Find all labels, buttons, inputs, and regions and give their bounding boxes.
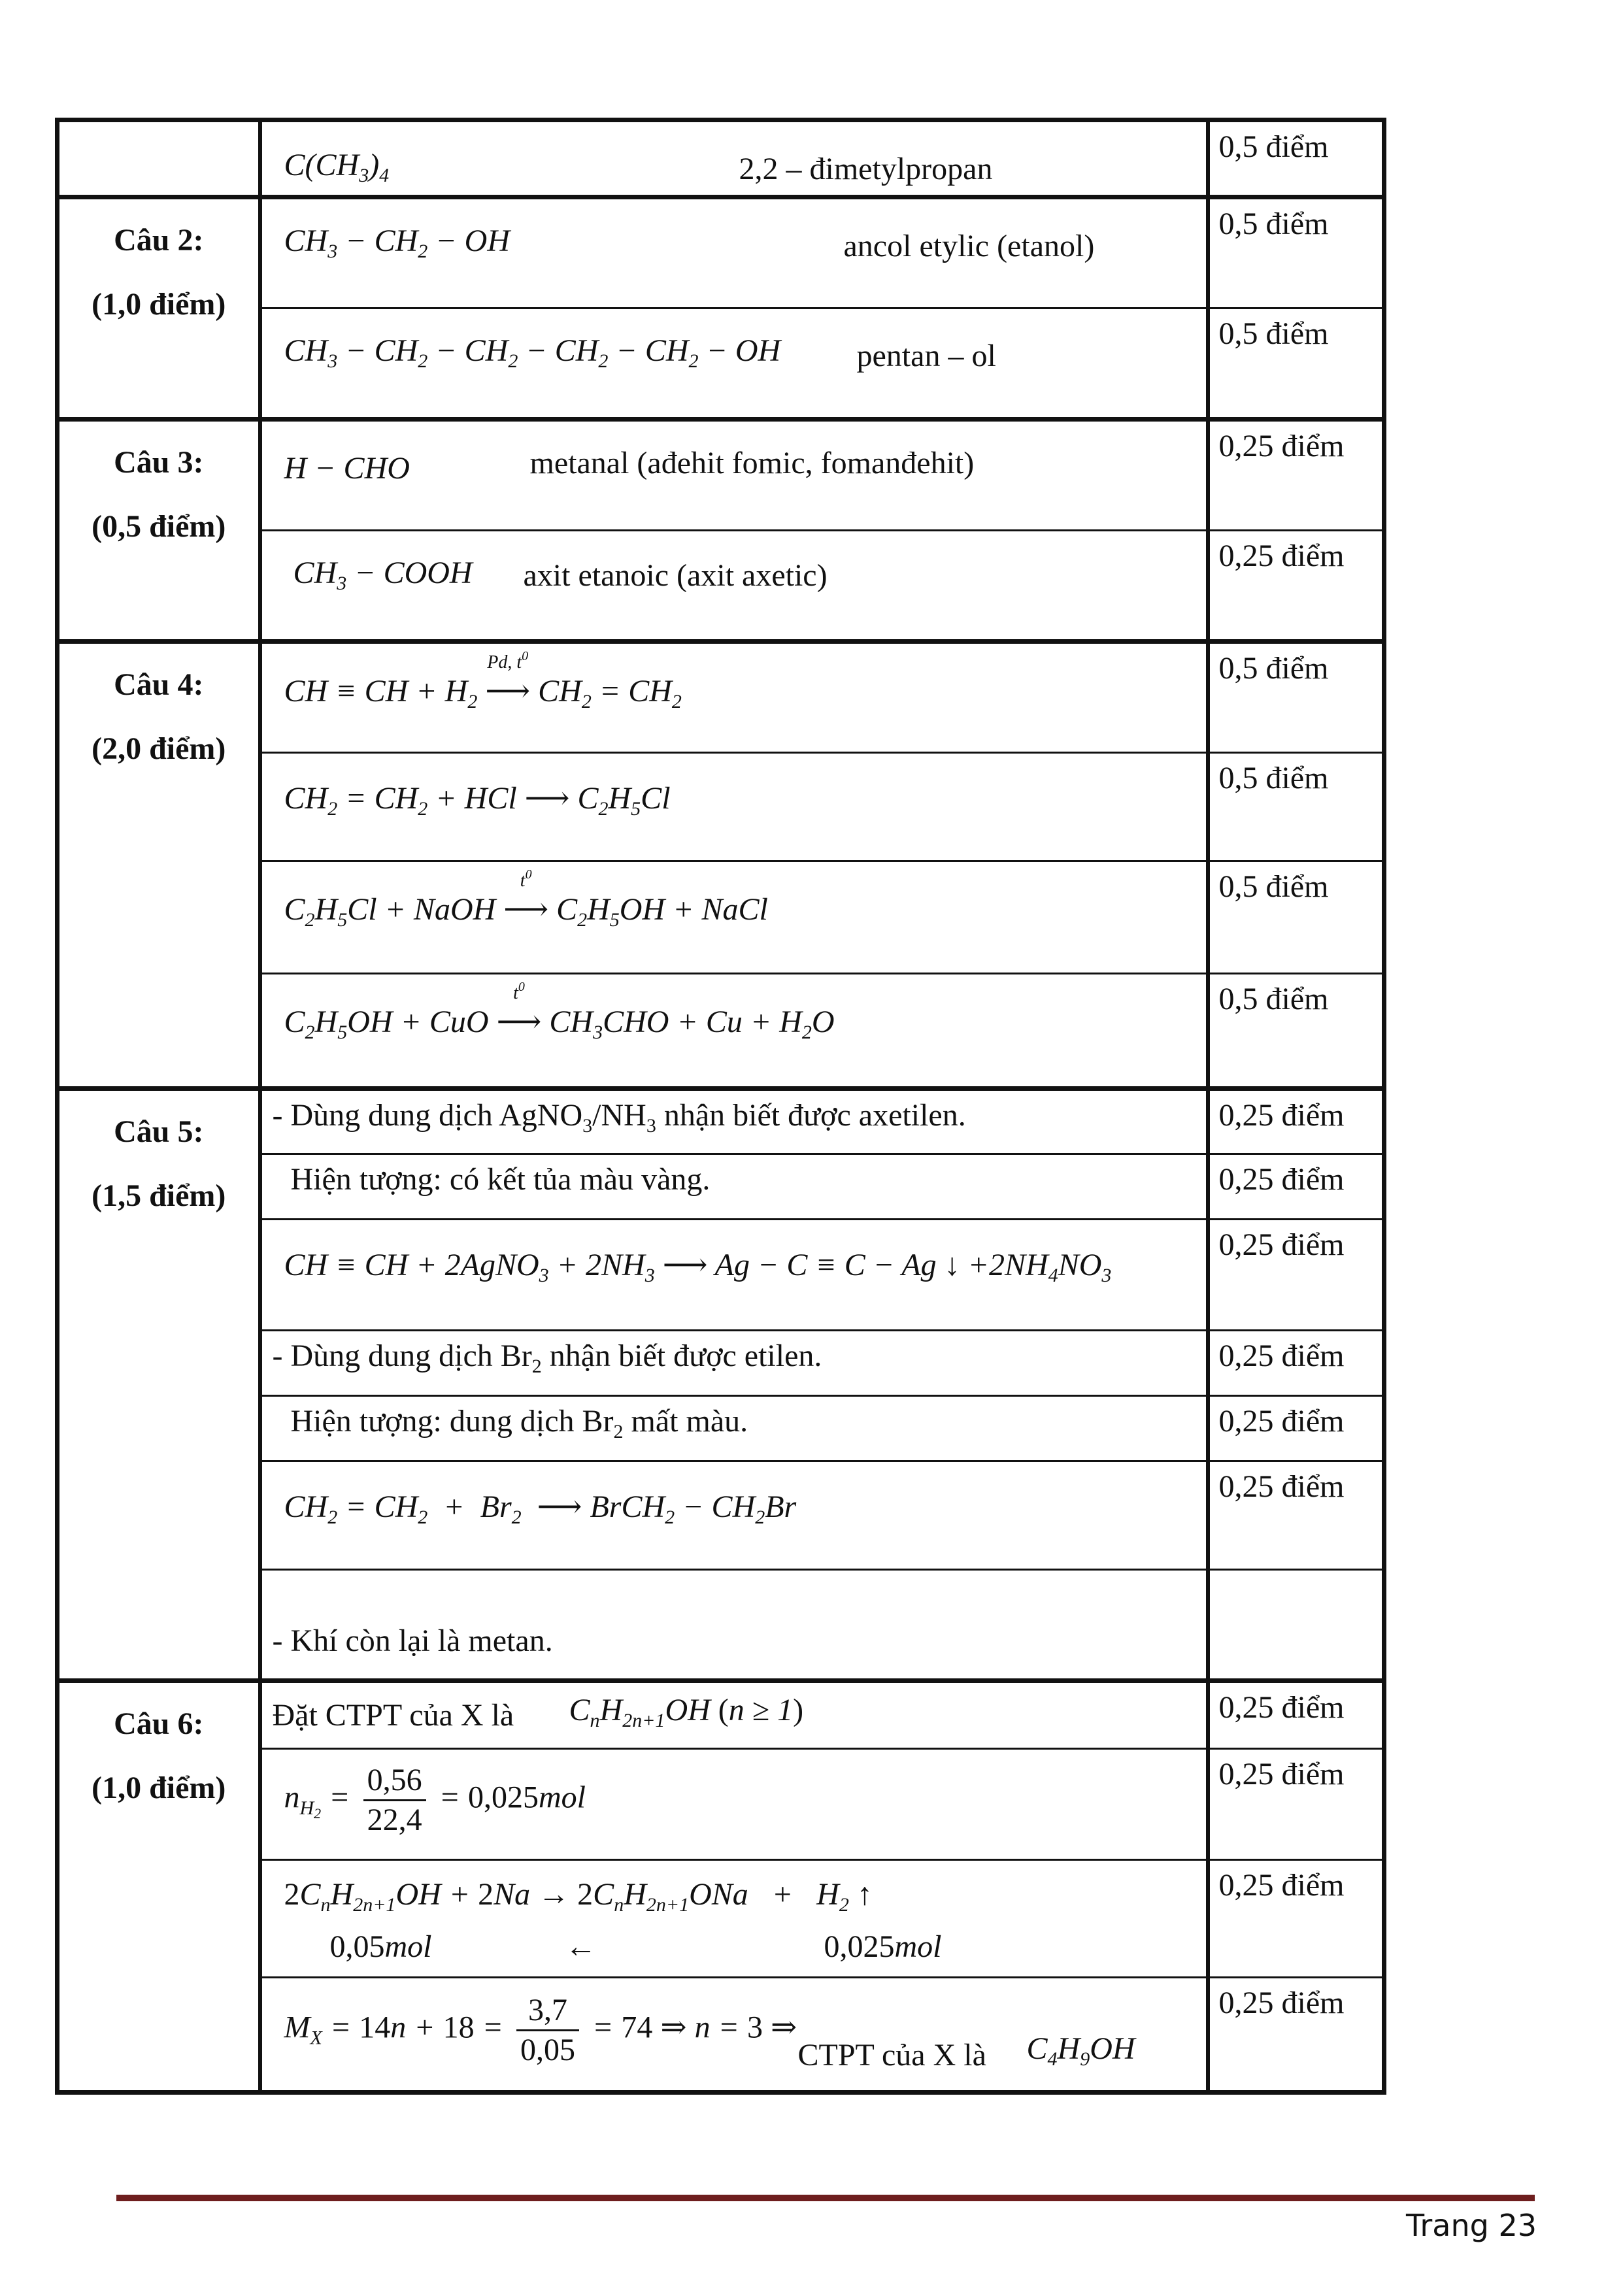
answer-cell	[260, 642, 1208, 753]
formula: $C_2H_5Cl$ + NaOH $t^0$ ⟶ $C_2H_5OH$ + NaCl	[284, 867, 768, 931]
answer-cell	[260, 1681, 1208, 1749]
footer-divider	[116, 2195, 1535, 2201]
answer-cell	[260, 420, 1208, 531]
compound-name: ancol etylic (etanol)	[843, 229, 1095, 263]
question-points: (2,0 điểm)	[92, 731, 226, 766]
answer-cell	[260, 1331, 1208, 1396]
compound-name: metanal (ađehit fomic, fomanđehit)	[529, 446, 975, 480]
formula: $C(CH_3)_4$	[284, 148, 390, 186]
formula: $CH_3 - CH_2 - CH_2 - CH_2 - CH_2$ − OH	[284, 333, 781, 372]
table-row	[58, 120, 1384, 197]
answer-text: CTPT của X là	[797, 2038, 986, 2072]
answer-cell	[260, 753, 1208, 861]
table-row	[58, 420, 1384, 531]
reaction-arrow: ⟶	[662, 1248, 708, 1282]
answer-cell	[260, 1220, 1208, 1331]
question-label: Câu 4:	[114, 667, 204, 702]
formula: $2C_nH_{2n+1}OH + 2Na \to 2C_nH_{2n+1}ONa + H_2$ ↑	[284, 1877, 873, 1916]
answer-cell	[260, 1570, 1208, 1681]
answer-text: Hiện tượng: có kết tủa màu vàng.	[290, 1162, 711, 1197]
reaction-arrow: ⟶	[537, 1489, 582, 1524]
score-cell: 0,5 điểm	[1208, 753, 1384, 861]
table-row	[58, 642, 1384, 753]
answer-cell	[260, 308, 1208, 420]
answer-cell	[260, 531, 1208, 642]
formula: CH ≡ CH + 2AgNO$_3$ + $2NH_3$ ⟶ Ag − C ≡ C − Ag ↓ $+2NH_4NO_3$	[284, 1248, 1112, 1286]
mol-arrow: ←	[565, 1929, 597, 1964]
answer-cell	[260, 1396, 1208, 1461]
score-cell: 0,25 điểm	[1208, 1681, 1384, 1749]
answer-cell	[260, 1749, 1208, 1860]
question-points: (0,5 điểm)	[92, 509, 226, 544]
answer-cell	[260, 1089, 1208, 1154]
score-cell: 0,25 điểm	[1208, 1978, 1384, 2093]
score-cell: 0,5 điểm	[1208, 197, 1384, 308]
question-label: Câu 5:	[114, 1114, 204, 1149]
answer-text: - Dùng dung dịch $Br_2$ nhận biết được etilen.	[272, 1339, 822, 1377]
score-cell: 0,25 điểm	[1208, 1089, 1384, 1154]
answer-text: Hiện tượng: dung dịch $Br_2$ mất màu.	[290, 1404, 748, 1442]
formula: $CH_2 = CH_2 + Br_2$ ⟶ BrCH$_2$ − $CH_2Br$	[284, 1489, 797, 1528]
table-row	[58, 1681, 1384, 1749]
fraction: $\frac{3,7}{0,05}$	[516, 1991, 579, 2069]
score-cell: 0,25 điểm	[1208, 531, 1384, 642]
answer-cell	[260, 197, 1208, 308]
formula: $CH_2 = CH_2$ + HCl ⟶ $C_2H_5Cl$	[284, 781, 671, 820]
mol-right: 0,025mol	[824, 1929, 942, 1964]
compound-name: axit etanoic (axit axetic)	[523, 558, 828, 593]
score-cell: 0,25 điểm	[1208, 1396, 1384, 1461]
score-cell: 0,5 điểm	[1208, 861, 1384, 974]
fraction: $\frac{0,56}{22,4}$	[363, 1761, 426, 1839]
question-cell	[58, 1089, 260, 1681]
question-cell	[58, 197, 260, 420]
score-cell: 0,25 điểm	[1208, 1860, 1384, 1978]
answer-cell	[260, 1978, 1208, 2093]
score-cell: 0,5 điểm	[1208, 120, 1384, 197]
formula: $CH_3$ − COOH	[293, 556, 473, 594]
answer-text: Đặt CTPT của X là	[272, 1698, 514, 1733]
reaction-arrow: $t^0$ ⟶	[503, 867, 549, 927]
score-cell: 0,5 điểm	[1208, 974, 1384, 1089]
formula: $n_{H_2}$ = $\frac{0,56}{22,4}$ = 0,025mol	[284, 1761, 586, 1839]
page-number: Trang 23	[1406, 2208, 1537, 2243]
formula: $CH_3 - CH_2$ − OH	[284, 224, 510, 262]
score-cell: 0,5 điểm	[1208, 642, 1384, 753]
answer-cell	[260, 974, 1208, 1089]
score-cell: 0,25 điểm	[1208, 1331, 1384, 1396]
formula: $C_2H_5OH$ + CuO $t^0$ ⟶ $CH_3CHO + Cu + H_2O$	[284, 980, 835, 1043]
question-label: Câu 2:	[114, 223, 204, 258]
reaction-arrow: $t^0$ ⟶	[496, 980, 542, 1039]
answer-cell	[260, 1461, 1208, 1570]
table-row	[58, 1089, 1384, 1154]
question-points: (1,0 điểm)	[92, 1771, 226, 1805]
score-cell: 0,25 điểm	[1208, 1154, 1384, 1220]
question-points: (1,5 điểm)	[92, 1178, 226, 1213]
compound-name: pentan – ol	[856, 339, 996, 373]
question-points: (1,0 điểm)	[92, 287, 226, 322]
result-formula: $C_4H_9OH$	[1026, 2031, 1135, 2070]
answer-text: - Khí còn lại là metan.	[272, 1623, 553, 1658]
answer-cell	[260, 1154, 1208, 1220]
answer-table	[55, 118, 1386, 2095]
compound-name: 2,2 – đimetylpropan	[739, 152, 993, 186]
answer-text: - Dùng dung dịch $AgNO_3/NH_3$ nhận biết được axetilen.	[272, 1098, 966, 1137]
question-cell	[58, 1681, 260, 2093]
mol-left: 0,05mol	[329, 1929, 432, 1964]
question-cell	[58, 642, 260, 1089]
score-cell: 0,5 điểm	[1208, 308, 1384, 420]
question-cell-empty	[58, 120, 260, 197]
score-cell-empty	[1208, 1570, 1384, 1681]
question-cell	[58, 420, 260, 642]
reaction-arrow: ⟶	[524, 781, 570, 816]
answer-cell	[260, 1860, 1208, 1978]
score-cell: 0,25 điểm	[1208, 1749, 1384, 1860]
score-cell: 0,25 điểm	[1208, 1220, 1384, 1331]
table-row	[58, 197, 1384, 308]
answer-cell	[260, 120, 1208, 197]
formula: $C_nH_{2n+1}OH$ (n ≥ 1)	[569, 1693, 804, 1731]
formula: H − CHO	[284, 451, 410, 486]
answer-cell	[260, 861, 1208, 974]
score-cell: 0,25 điểm	[1208, 1461, 1384, 1570]
question-label: Câu 6:	[114, 1706, 204, 1741]
score-cell: 0,25 điểm	[1208, 420, 1384, 531]
formula: $M_X = 14n + 18$ = $\frac{3,7}{0,05}$ = 74 ⇒ n = 3 ⇒	[284, 1991, 797, 2069]
formula: CH ≡ CH + $H_2$ Pd, $t^0$ ⟶ $CH_2 = CH_2$	[284, 649, 682, 712]
question-label: Câu 3:	[114, 445, 204, 480]
reaction-arrow: Pd, $t^0$ ⟶	[485, 649, 531, 708]
